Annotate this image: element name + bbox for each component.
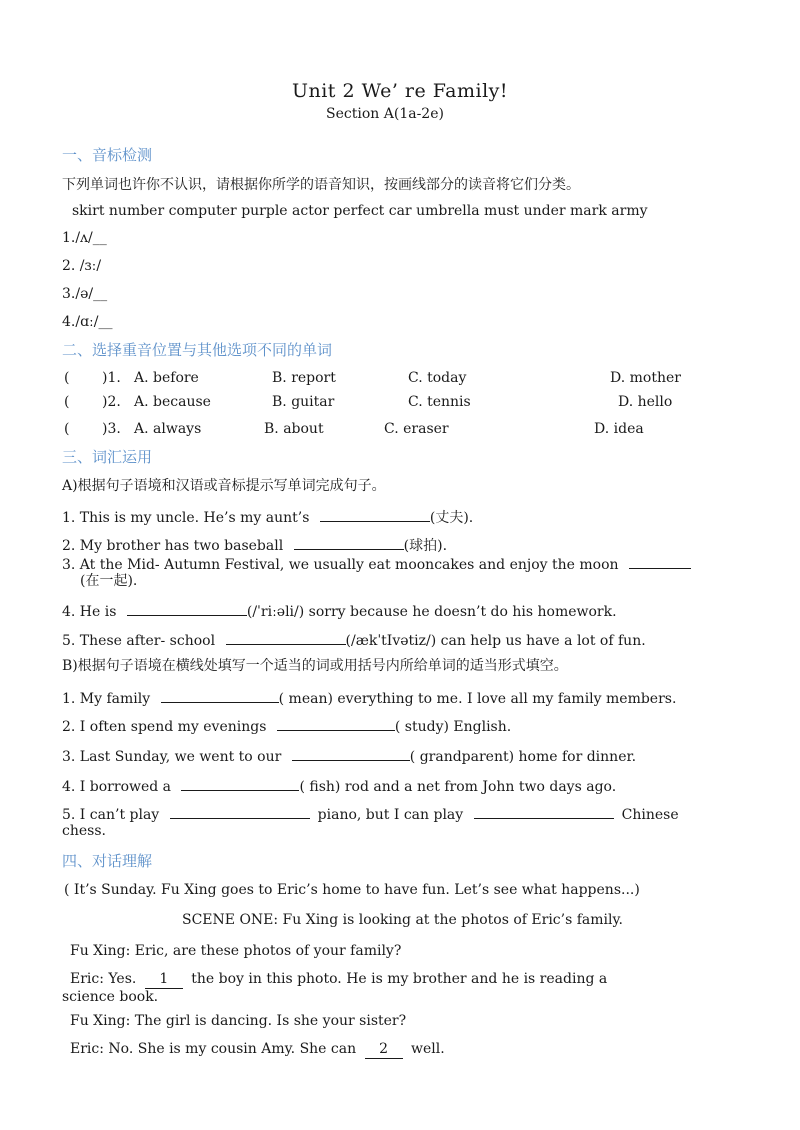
- answer-paren: (: [64, 394, 70, 410]
- sentence-text: 3. At the Mid- Autumn Festival, we usually eat mooncakes and enjoy the moon: [62, 557, 619, 573]
- section2-heading: 二、选择重音位置与其他选项不同的单词: [62, 341, 333, 359]
- option-b: B. guitar: [272, 394, 335, 410]
- sentence-text: 3. Last Sunday, we went to our: [62, 749, 282, 765]
- answer-blank[interactable]: [181, 776, 299, 791]
- sentence-text: 5. I can’t play: [62, 807, 160, 823]
- part-a-instruction: A)根据句子语境和汉语或音标提示写单词完成句子。: [62, 478, 386, 494]
- section3-heading: 三、词汇运用: [62, 448, 153, 466]
- answer-blank[interactable]: [161, 688, 279, 703]
- option-c: C. eraser: [384, 421, 449, 437]
- dialogue-line: Fu Xing: Eric, are these photos of your family?: [70, 943, 402, 959]
- sentence-text: 2. I often spend my evenings: [62, 719, 267, 735]
- sentence-hint: ( study) English.: [394, 719, 512, 735]
- option-a: A. because: [134, 394, 211, 410]
- answer-blank[interactable]: [226, 630, 346, 645]
- answer-blank[interactable]: [474, 804, 614, 819]
- option-d: D. mother: [610, 370, 681, 386]
- sentence-a5: [62, 630, 646, 650]
- sentence-b5: [62, 804, 742, 824]
- dialogue-line: Fu Xing: The girl is dancing. Is she your sister?: [70, 1013, 407, 1029]
- option-d: D. hello: [618, 394, 673, 410]
- dialogue-text: the boy in this photo. He is my brother and he is reading a: [191, 971, 608, 987]
- sentence-b1: [62, 688, 676, 708]
- sentence-a4: [62, 601, 617, 621]
- sentence-text: 1. My family: [62, 691, 151, 707]
- option-c: C. tennis: [408, 394, 471, 410]
- sentence-hint: ( fish) rod and a net from John two days ago.: [299, 779, 617, 795]
- sentence-b2: [62, 716, 511, 736]
- phonetic-item-2: 2. /ɜː/: [62, 258, 102, 274]
- sentence-a3: [62, 554, 691, 574]
- option-a: A. always: [134, 421, 202, 437]
- sentence-a2: [62, 535, 447, 555]
- sentence-a1: [62, 507, 473, 527]
- sentence-hint: (球拍).: [403, 538, 448, 554]
- dialogue-text: Eric: No. She is my cousin Amy. She can: [70, 1041, 357, 1057]
- answer-paren: (: [64, 421, 70, 437]
- answer-blank[interactable]: [320, 507, 430, 522]
- sentence-text: 4. He is: [62, 604, 117, 620]
- section4-heading: 四、对话理解: [62, 852, 153, 870]
- scene-title: SCENE ONE: Fu Xing is looking at the photos of Eric’s family.: [182, 912, 623, 928]
- answer-blank[interactable]: [127, 601, 247, 616]
- question-number: )3.: [102, 421, 121, 437]
- option-a: A. before: [134, 370, 199, 386]
- option-c: C. today: [408, 370, 467, 386]
- page-subtitle: Section A(1a-2e): [326, 106, 444, 122]
- option-b: B. about: [264, 421, 324, 437]
- sentence-hint: ( mean) everything to me. I love all my family members.: [278, 691, 677, 707]
- sentence-text: Chinese: [621, 807, 679, 823]
- sentence-text: piano, but I can play: [317, 807, 464, 823]
- sentence-text: 5. These after- school: [62, 633, 216, 649]
- answer-blank[interactable]: [277, 716, 395, 731]
- sentence-b3: [62, 746, 636, 766]
- sentence-hint: (/ˈriːəli/) sorry because he doesn’t do his homework.: [246, 604, 617, 620]
- answer-paren: (: [64, 370, 70, 386]
- phonetic-item-3: 3./ə/__: [62, 286, 108, 302]
- sentence-b5-cont: chess.: [62, 823, 106, 839]
- option-d: D. idea: [594, 421, 644, 437]
- sentence-a3-hint: (在一起).: [80, 573, 138, 589]
- sentence-b4: [62, 776, 616, 796]
- dialogue-text: Eric: Yes.: [70, 971, 137, 987]
- answer-blank[interactable]: [292, 746, 410, 761]
- question-number: )1.: [102, 370, 121, 386]
- dialogue-line-cont: science book.: [62, 989, 159, 1005]
- dialogue-line: [70, 1040, 445, 1059]
- sentence-text: 4. I borrowed a: [62, 779, 172, 795]
- dialogue-intro: ( It’s Sunday. Fu Xing goes to Eric’s home to have fun. Let’s see what happens...): [64, 882, 640, 898]
- option-b: B. report: [272, 370, 336, 386]
- part-b-instruction: B)根据句子语境在横线处填写一个适当的词或用括号内所给单词的适当形式填空。: [62, 658, 568, 674]
- sentence-hint: (/ækˈtIvətiz/) can help us have a lot of fun.: [345, 633, 646, 649]
- sentence-text: 2. My brother has two baseball: [62, 538, 284, 554]
- dialogue-line: [70, 970, 607, 989]
- page-title: Unit 2 We’ re Family!: [291, 80, 509, 102]
- word-list: skirt number computer purple actor perfect car umbrella must under mark army: [72, 203, 648, 219]
- section1-heading: 一、音标检测: [62, 146, 153, 164]
- question-number: )2.: [102, 394, 121, 410]
- answer-blank[interactable]: [170, 804, 310, 819]
- sentence-hint: ( grandparent) home for dinner.: [409, 749, 637, 765]
- dialogue-blank-2[interactable]: 2: [365, 1040, 403, 1059]
- section1-instruction: 下列单词也许你不认识，请根据你所学的语音知识，按画线部分的读音将它们分类。: [62, 177, 580, 193]
- phonetic-item-4: 4./ɑː/__: [62, 314, 113, 330]
- dialogue-text: well.: [411, 1041, 445, 1057]
- answer-blank[interactable]: [294, 535, 404, 550]
- phonetic-item-1: 1./ʌ/__: [62, 230, 107, 246]
- sentence-text: 1. This is my uncle. He’s my aunt’s: [62, 510, 310, 526]
- answer-blank[interactable]: [629, 554, 691, 569]
- dialogue-blank-1[interactable]: 1: [145, 970, 183, 989]
- sentence-hint: (丈夫).: [429, 510, 474, 526]
